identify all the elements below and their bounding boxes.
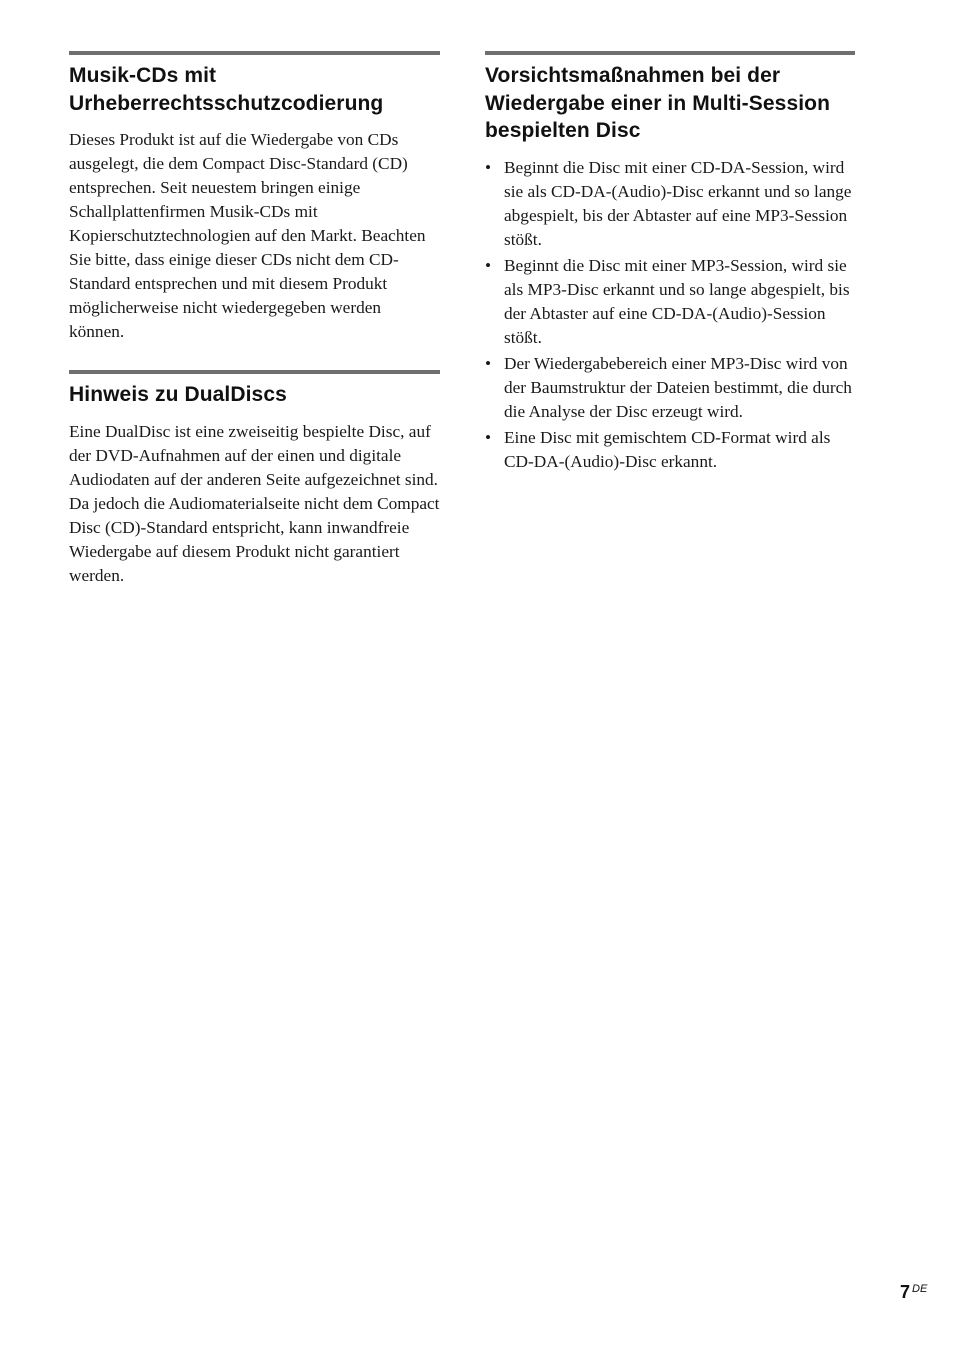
section-multi-session — [485, 51, 855, 474]
bullet-icon: • — [485, 353, 492, 373]
list-item-text: Beginnt die Disc mit einer MP3-Session, wird sie als MP3-Disc erkannt und so lange abgespielt, bis der Abtaster auf eine CD-DA-(Audio)-Session stößt. — [504, 255, 850, 347]
section-heading-copy-protected-cds: Musik-CDs mit Urheberrechtsschutzcodierung — [69, 64, 384, 115]
section-rule — [69, 51, 440, 55]
list-item — [485, 426, 855, 474]
section-copy-protected-cds — [69, 51, 440, 344]
section-paragraph: Eine DualDisc ist eine zweiseitig bespielte Disc, auf der DVD-Aufnahmen auf der einen und digitale Audiodaten auf der anderen Seite aufgezeichnet sind. — [69, 421, 438, 489]
page-number — [900, 1282, 927, 1303]
section-paragraph: Dieses Produkt ist auf die Wiedergabe von CDs ausgelegt, die dem Compact Disc-Standard (CD) entsprechen. Seit neuestem bringen einige Schallplattenfirmen Musik-CDs mit Kopierschutztechnologien auf den Markt. Beachten Sie bitte, dass einige dieser CDs nicht dem CD-Standard entsprechen und mit diesem Produkt möglicherweise nicht wiedergegeben werden können. — [69, 130, 426, 341]
page-number-value: 7 — [900, 1282, 911, 1302]
bullet-icon: • — [485, 255, 492, 275]
right-column — [485, 51, 855, 476]
bullet-list — [485, 156, 855, 474]
list-item-text: Eine Disc mit gemischtem CD-Format wird als CD-DA-(Audio)-Disc erkannt. — [504, 427, 831, 471]
list-item-text: Beginnt die Disc mit einer CD-DA-Session, wird sie als CD-DA-(Audio)-Disc erkannt und so lange abgespielt, bis der Abtaster auf eine MP3-Session stößt. — [504, 157, 852, 249]
section-heading-multi-session: Vorsichtsmaßnahmen bei der Wiedergabe einer in Multi-Session bespielten Disc — [485, 64, 831, 142]
section-rule — [485, 51, 855, 55]
section-dualdiscs — [69, 370, 440, 588]
list-item — [485, 156, 855, 252]
bullet-icon: • — [485, 157, 492, 177]
left-column — [69, 51, 440, 588]
list-item-text: Der Wiedergabebereich einer MP3-Disc wird von der Baumstruktur der Dateien bestimmt, die durch die Analyse der Disc erzeugt wird. — [504, 353, 852, 421]
list-item — [485, 254, 855, 350]
page-language-code: DE — [912, 1283, 928, 1295]
section-heading-dualdiscs: Hinweis zu DualDiscs — [69, 383, 287, 406]
bullet-icon: • — [485, 427, 492, 447]
section-paragraph: Da jedoch die Audiomaterialseite nicht dem Compact Disc (CD)-Standard entspricht, kann inwandfreie Wiedergabe auf diesem Produkt nicht garantiert werden. — [69, 493, 440, 585]
section-rule — [69, 370, 440, 374]
list-item — [485, 352, 855, 424]
